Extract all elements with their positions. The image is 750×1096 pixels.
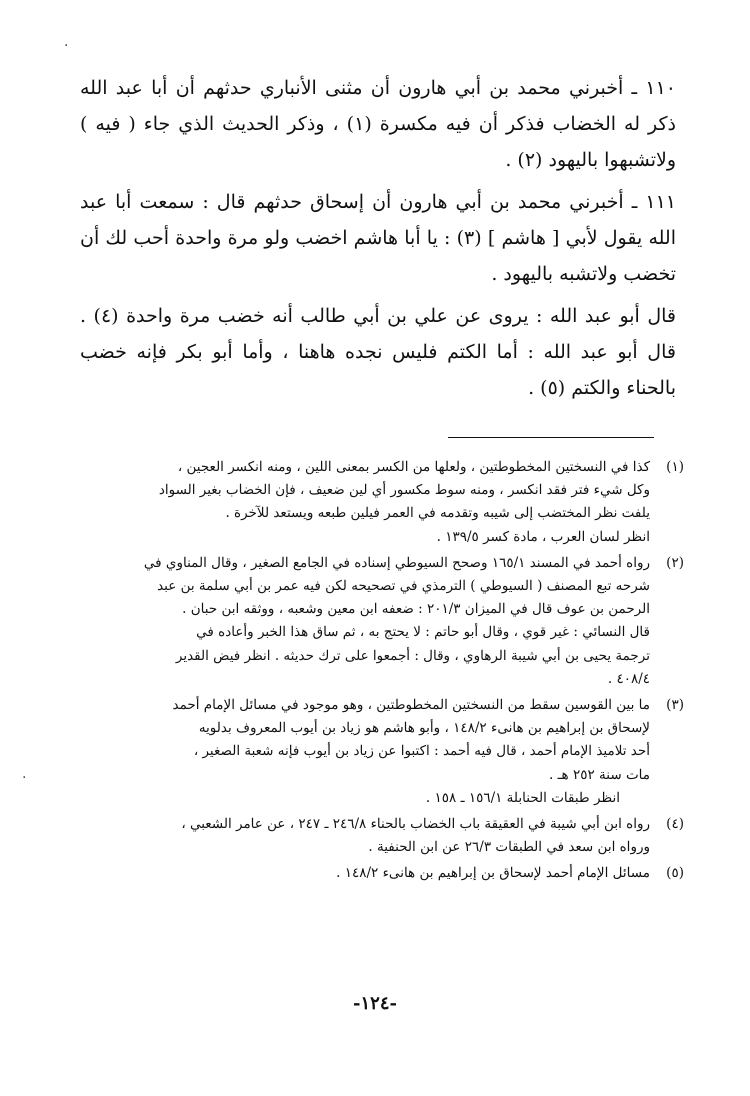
footnote-line: مسائل الإمام أحمد لإسحاق بن إبراهيم بن هانىء ١٤٨/٢ .: [336, 865, 650, 882]
footnote-number: (٤): [666, 816, 684, 833]
footnote-line: الرحمن بن عوف قال في الميزان ٢٠١/٣ : ضعفه ابن معين وشعبه ، ووثقه ابن حبان .: [182, 601, 650, 618]
paragraph: ١١١ ـ أخبرني محمد بن أبي هارون أن إسحاق حدثهم قال : سمعت أبا عبد الله يقول لأبي [ هاشم ] (٣) : يا أبا هاشم اخضب ولو مرة واحدة أحب لك أن تخضب ولاتشبه باليهود .: [80, 191, 677, 285]
footnote: [86, 552, 684, 691]
paragraph: قال أبو عبد الله : يروى عن علي بن أبي طالب أنه خضب مرة واحدة (٤) . قال أبو عبد الله : أما الكتم فليس نجده هاهنا ، وأما أبو بكر فإنه خضب بالحناء والكتم (٥) .: [80, 305, 676, 399]
footnote-line: يلفت نظر المختضب إلى شيبه وتقدمه في العمر فيلين طبعه ويستعد للآخرة .: [225, 505, 650, 522]
footnote-line: ترجمة يحيى بن أبي شيبة الرهاوي ، وقال : أجمعوا على ترك حديثه . انظر فيض القدير: [175, 647, 650, 664]
footnote-line: انظر طبقات الحنابلة ١٥٦/١ ـ ١٥٨ .: [425, 789, 620, 806]
footnote-line: ورواه ابن سعد في الطبقات ٢٦/٣ عن ابن الحنفية .: [368, 839, 650, 856]
footnote-text: [86, 456, 650, 549]
footnote-line: لإسحاق بن إبراهيم بن هانىء ١٤٨/٢ ، وأبو هاشم هو زياد بن أيوب المعروف بدلويه: [198, 720, 650, 737]
page-number: -١٢٤-: [353, 993, 397, 1014]
main-text: [80, 70, 676, 412]
footnote-text: [86, 552, 650, 691]
footnote-line: رواه ابن أبي شيبة في العقيقة باب الخضاب بالحناء ٢٤٦/٨ ـ ٢٤٧ ، عن عامر الشعبي ،: [181, 816, 650, 833]
footnote-line: انظر لسان العرب ، مادة كسر ١٣٩/٥ .: [436, 528, 650, 545]
footnote-number: (٥): [666, 865, 684, 882]
footnote: [86, 813, 684, 859]
footnote-line: وكل شيء فتر فقد انكسر ، ومنه سوط مكسور أي لين ضعيف ، فإن الخضاب بغير السواد: [158, 482, 650, 499]
footnote-separator: [448, 437, 654, 438]
footnote: [86, 694, 684, 810]
footnote-line: كذا في النسختين المخطوطتين ، ولعلها من الكسر بمعنى اللين ، ومنه انكسر العجين ،: [177, 459, 650, 475]
scan-speck: ·: [22, 770, 27, 786]
footnote-number: (٢): [666, 554, 684, 571]
footnote-line: ما بين القوسين سقط من النسختين المخطوطتين ، وهو موجود في مسائل الإمام أحمد: [172, 697, 650, 714]
footnote-line: قال النسائي : غير قوي ، وقال أبو حاتم : لا يحتج به ، ثم ساق هذا الخبر وأعاده في: [196, 624, 650, 641]
footnote-line: رواه أحمد في المسند ١٦٥/١ وصحح السيوطي إسناده في الجامع الصغير ، وقال المناوي في: [143, 554, 650, 571]
footnote-text: [86, 694, 650, 810]
footnote-line: شرحه تبع المصنف ( السيوطي ) الترمذي في تصحيحه لكن فيه عمر بن أبي سلمة بن عبد: [157, 578, 650, 595]
footnote-text: [86, 862, 650, 885]
footnote: [86, 862, 684, 885]
footnote-number: (٣): [666, 697, 684, 714]
footnote-line: مات سنة ٢٥٢ هـ .: [549, 766, 650, 783]
footnote-line: أحد تلاميذ الإمام أحمد ، قال فيه أحمد : اكتبوا عن زياد بن أيوب فإنه شعبة الصغير ،: [193, 743, 650, 760]
footnote-line: ٤٠٨/٤ .: [607, 670, 650, 687]
footnotes: [86, 456, 684, 889]
footnote: [86, 456, 684, 549]
paragraph: ١١٠ ـ أخبرني محمد بن أبي هارون أن مثنى الأنباري حدثهم أن أبا عبد الله ذكر له الخضاب فذكر أن فيه مكسرة (١) ، وذكر الحديث الذي جاء ( فيه ) ولاتشبهوا باليهود (٢) .: [80, 77, 676, 171]
scan-speck: ·: [64, 38, 69, 54]
footnote-text: [86, 813, 650, 859]
footnote-number: (١): [666, 459, 684, 475]
